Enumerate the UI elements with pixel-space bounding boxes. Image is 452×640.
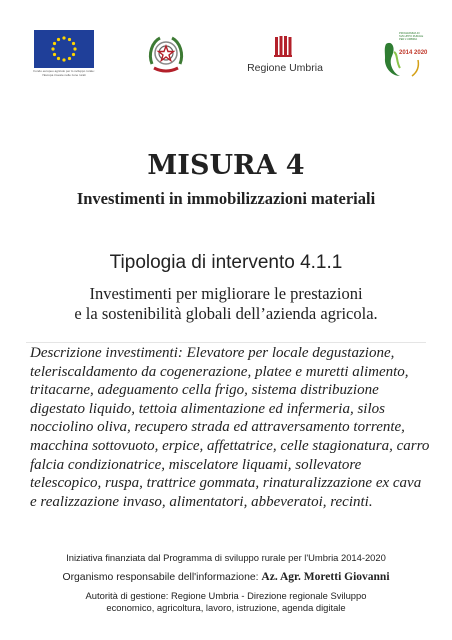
divider: [26, 342, 426, 343]
regione-umbria-label: Regione Umbria: [247, 62, 323, 74]
eu-flag-icon: [34, 30, 94, 68]
responsible-label: Organismo responsabile dell'informazione:: [62, 572, 259, 583]
intervention-description-line-2: e la sostenibilità globali dell’azienda agricola.: [74, 304, 378, 323]
page-subtitle: Investimenti in immobilizzazioni materiali: [76, 189, 376, 208]
intervention-description-line-1: Investimenti per migliorare le prestazioni: [89, 284, 363, 303]
intervention-description: [0, 284, 452, 324]
responsible-body: [0, 571, 452, 583]
responsible-name: Az. Agr. Moretti Giovanni: [261, 571, 390, 583]
regione-umbria-mark-icon: [274, 35, 292, 57]
investment-description: Descrizione investimenti: Elevatore per locale degustazione, teleriscaldamento da cogenerazione, platee e muretti alimento, tritacarne, adeguamento cella frigo, sistema distribuzione digestato liquido, tettoia alimentazione ed infermeria, silos nocciolino oliva, recupero strada ed attraversamento torrente, macchina sottovuoto, erpice, affettatrice, celle stagionatura, carro falcia condizionatrice, miscelatore liquami, sollevatore telescopico, ruspa, trattrice gommata, rinaturalizzazione ex cava e realizzazione invaso, alimentatori, abbeveratoi, recinti.: [30, 345, 430, 510]
managing-authority: Autorità di gestione: Regione Umbria - Direzione regionale Sviluppo economico, agricoltura, lavoro, istruzione, agenda digitale: [85, 590, 367, 613]
eu-caption: Fondo europeo agricolo per lo sviluppo rurale: l'Europa investe nelle zone rurali: [33, 69, 95, 77]
financing-note: Iniziativa finanziata dal Programma di sviluppo rurale per l'Umbria 2014-2020: [66, 552, 386, 563]
intervention-type: Tipologia di intervento 4.1.1: [109, 252, 343, 273]
psr-program-label: PROGRAMMA DI SVILUPPO RURALE PER L'UMBRIA: [399, 32, 424, 42]
psr-years-label: 2014 2020: [399, 50, 428, 56]
italian-republic-emblem-icon: [146, 34, 186, 76]
page-title: MISURA 4: [147, 150, 305, 181]
